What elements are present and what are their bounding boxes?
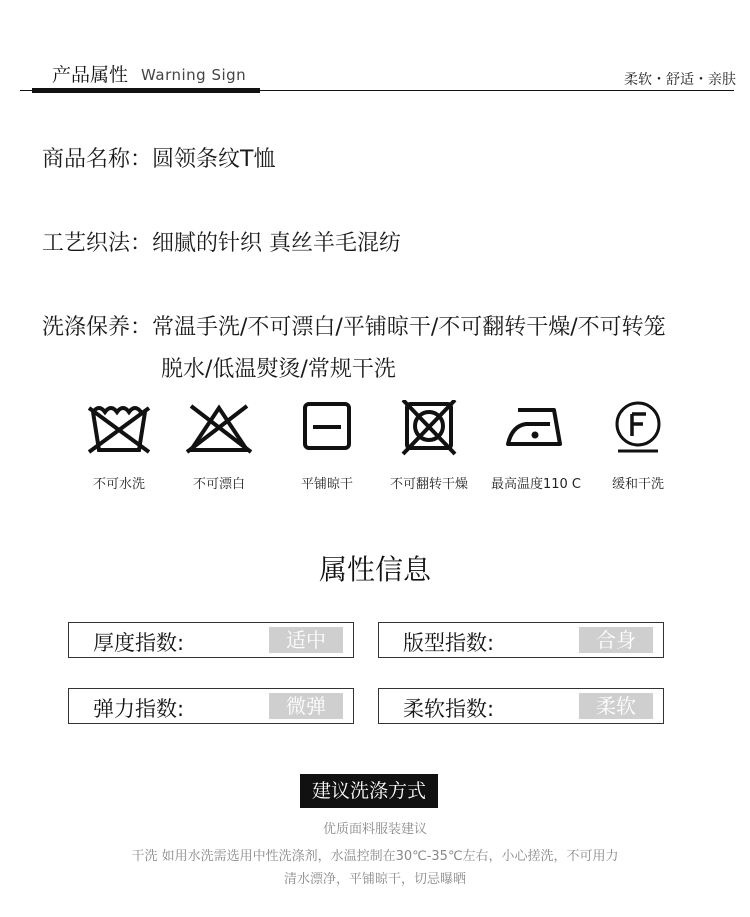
care-caption: 最高温度110 C (490, 477, 582, 492)
attributes-title: 属性信息 (318, 553, 431, 586)
attribute-key: 厚度指数: (93, 631, 185, 655)
advice-subtitle: 优质面料服装建议 (322, 822, 427, 837)
care-caption: 平铺晾干 (300, 477, 353, 492)
care-value-line2: 脱水/低温熨烫/常规干洗 (161, 357, 396, 382)
attribute-thickness (68, 622, 354, 658)
attribute-elasticity (68, 688, 354, 724)
no-wash-icon (81, 400, 157, 456)
attribute-value-badge: 柔软 (579, 693, 653, 719)
attribute-key: 版型指数: (403, 631, 495, 655)
product-name-label: 商品名称： (42, 147, 153, 172)
no-tumble-dry-icon (391, 400, 467, 456)
craft-label: 工艺织法： (42, 231, 153, 256)
care-item-iron (490, 400, 582, 495)
tagline: 柔软・舒适・亲肤 (624, 72, 736, 88)
advice-text-line1: 干洗 如用水洗需选用中性洗涤剂，水温控制在30℃-35℃左右，小心搓洗，不可用力 (131, 849, 619, 864)
header-accent-bar (32, 88, 260, 93)
care-caption: 不可漂白 (192, 477, 245, 492)
product-name-value: 圆领条纹T恤 (152, 147, 276, 172)
care-caption: 不可翻转干燥 (389, 477, 468, 492)
care-caption: 缓和干洗 (611, 477, 664, 492)
care-caption: 不可水洗 (92, 477, 145, 492)
flat-dry-icon (289, 400, 365, 456)
care-item-no-bleach (176, 400, 262, 495)
product-name-row (42, 142, 275, 173)
care-row (42, 310, 666, 341)
attribute-value-badge: 合身 (579, 627, 653, 653)
attribute-softness (378, 688, 664, 724)
attribute-key: 柔软指数: (403, 697, 495, 721)
care-value-line1: 常温手洗/不可漂白/平铺晾干/不可翻转干燥/不可转笼 (152, 315, 666, 340)
craft-row (42, 226, 401, 257)
advice-text-line2: 清水漂净，平铺晾干，切忌曝晒 (283, 872, 466, 887)
craft-value: 细腻的针织 真丝羊毛混纺 (152, 231, 402, 256)
section-title: 产品属性 (52, 64, 129, 86)
care-item-no-tumble-dry (386, 400, 472, 495)
care-item-dry-clean (595, 400, 681, 495)
attribute-key: 弹力指数: (93, 697, 185, 721)
care-label: 洗涤保养： (42, 315, 153, 340)
care-item-flat-dry (284, 400, 370, 495)
section-subtitle: Warning Sign (141, 66, 247, 84)
dry-clean-f-icon (600, 400, 676, 456)
attribute-fit (378, 622, 664, 658)
advice-title: 建议洗涤方式 (300, 774, 438, 808)
care-item-no-wash (76, 400, 162, 495)
attribute-value-badge: 微弹 (269, 693, 343, 719)
no-bleach-icon (181, 400, 257, 456)
iron-icon (498, 400, 574, 456)
attribute-value-badge: 适中 (269, 627, 343, 653)
